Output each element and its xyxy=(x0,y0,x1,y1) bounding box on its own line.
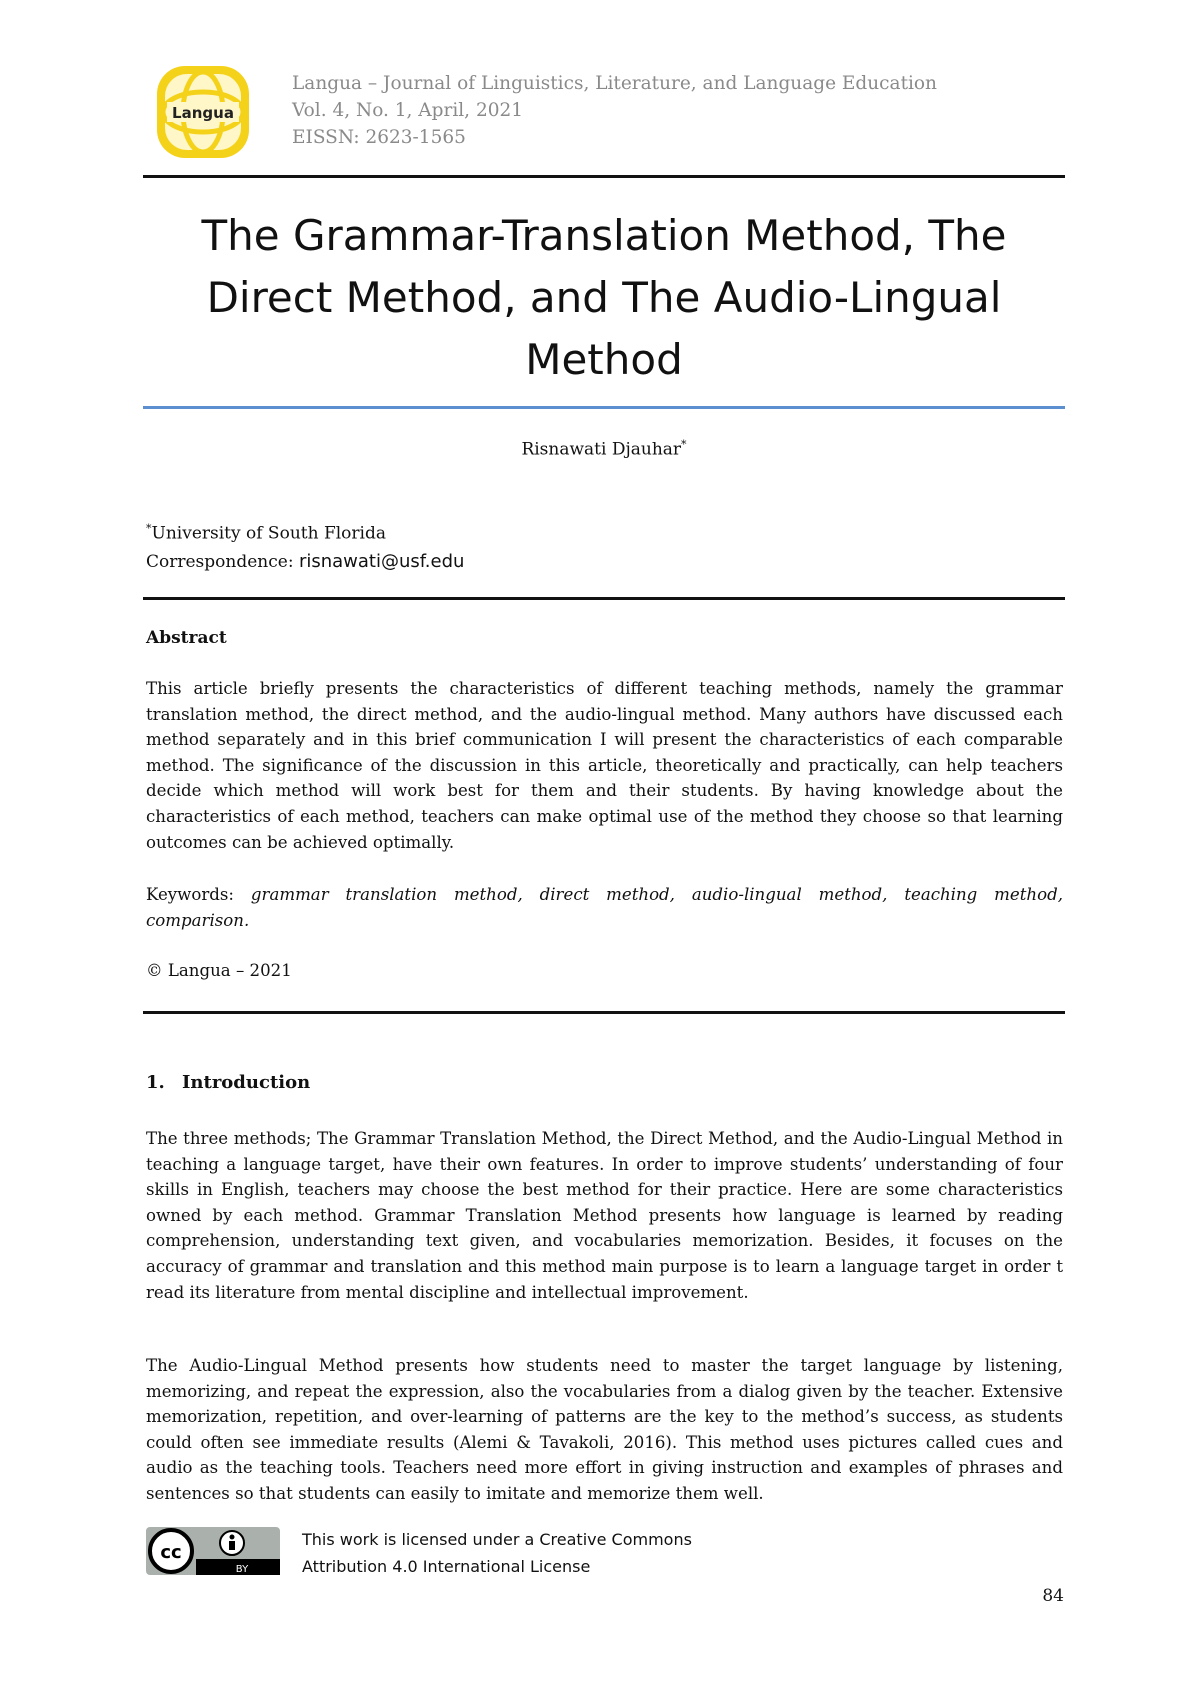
copyright: © Langua – 2021 xyxy=(146,961,292,980)
institution: University of South Florida xyxy=(151,523,386,544)
author-name: Risnawati Djauhar* xyxy=(521,438,687,460)
section-title: Introduction xyxy=(182,1072,311,1093)
email-link[interactable]: risnawati@usf.edu xyxy=(298,550,465,572)
keywords-list: grammar translation method, direct method, audio-lingual method, teaching method, comparison. xyxy=(146,885,1063,930)
paper-title xyxy=(143,205,1065,391)
cc-text: cc xyxy=(160,1542,182,1563)
journal-volume: Vol. 4, No. 1, April, 2021 xyxy=(292,100,524,121)
journal-info xyxy=(292,70,937,151)
title-line: Direct Method, and The Audio-Lingual xyxy=(206,273,1002,322)
abstract-text: This article briefly presents the characteristics of different teaching methods, namely the grammar translation method, the direct method, and the audio-lingual method. Many authors have discussed each method separately and in this brief communication I will present the characteristics of each comparable method. The significance of the discussion in this article, theoretically and practically, can help teachers decide which method will work best for them and their students. By having knowledge about the characteristics of each method, teachers can make optimal use of the method they choose so that learning outcomes can be achieved optimally. xyxy=(146,679,1063,852)
affiliation xyxy=(146,515,464,576)
page-number: 84 xyxy=(1042,1586,1064,1606)
logo-text: Langua xyxy=(172,104,234,122)
intro-paragraph-1: The three methods; The Grammar Translation Method, the Direct Method, and the Audio-Lingual Method in teaching a language target, have their own features. In order to improve students’ understanding of four skills in English, teachers may choose the best method for their practice. Here are some characteristics owned by each method. Grammar Translation Method presents how language is learned by reading comprehension, understanding text given, and vocabularies memorization. Besides, it focuses on the accuracy of grammar and translation and this method main purpose is to learn a language target in order t read its literature from mental discipline and intellectual improvement. xyxy=(146,1129,1063,1302)
author-marker: * xyxy=(681,438,687,451)
title-line: The Grammar-Translation Method, The xyxy=(201,211,1007,260)
abstract-top-divider xyxy=(143,597,1065,600)
license-text[interactable] xyxy=(302,1526,692,1580)
langua-logo xyxy=(153,62,253,162)
by-text: BY xyxy=(235,1564,249,1575)
abstract-heading: Abstract xyxy=(146,628,227,648)
section-heading xyxy=(146,1072,310,1093)
journal-name: Langua – Journal of Linguistics, Literature, and Language Education xyxy=(292,73,937,94)
correspondence-label: Correspondence: xyxy=(146,551,299,572)
license-line: This work is licensed under a Creative Commons xyxy=(302,1530,692,1549)
cc-by-license-icon[interactable] xyxy=(146,1527,280,1575)
intro-paragraph-2: The Audio-Lingual Method presents how students need to master the target language by listening, memorizing, and repeat the expression, also the vocabularies from a dialog given by the teacher. Extensive memorization, repetition, and over-learning of patterns are the key to the method’s success, as students could often see immediate results (Alemi & Tavakoli, 2016). This method uses pictures called cues and audio as the teaching tools. Teachers need more effort in giving instruction and examples of phrases and sentences so that students can easily to imitate and memorize them well. xyxy=(146,1356,1063,1503)
title-line: Method xyxy=(525,335,683,384)
header-divider xyxy=(143,175,1065,178)
license-line: Attribution 4.0 International License xyxy=(302,1557,591,1576)
keywords-label: Keywords: xyxy=(146,885,251,904)
keywords xyxy=(146,882,1063,933)
affiliation-marker: * xyxy=(146,522,152,535)
title-divider xyxy=(143,406,1065,409)
journal-eissn: EISSN: 2623-1565 xyxy=(292,127,466,148)
abstract-bottom-divider xyxy=(143,1011,1065,1014)
section-number: 1. xyxy=(146,1072,165,1093)
